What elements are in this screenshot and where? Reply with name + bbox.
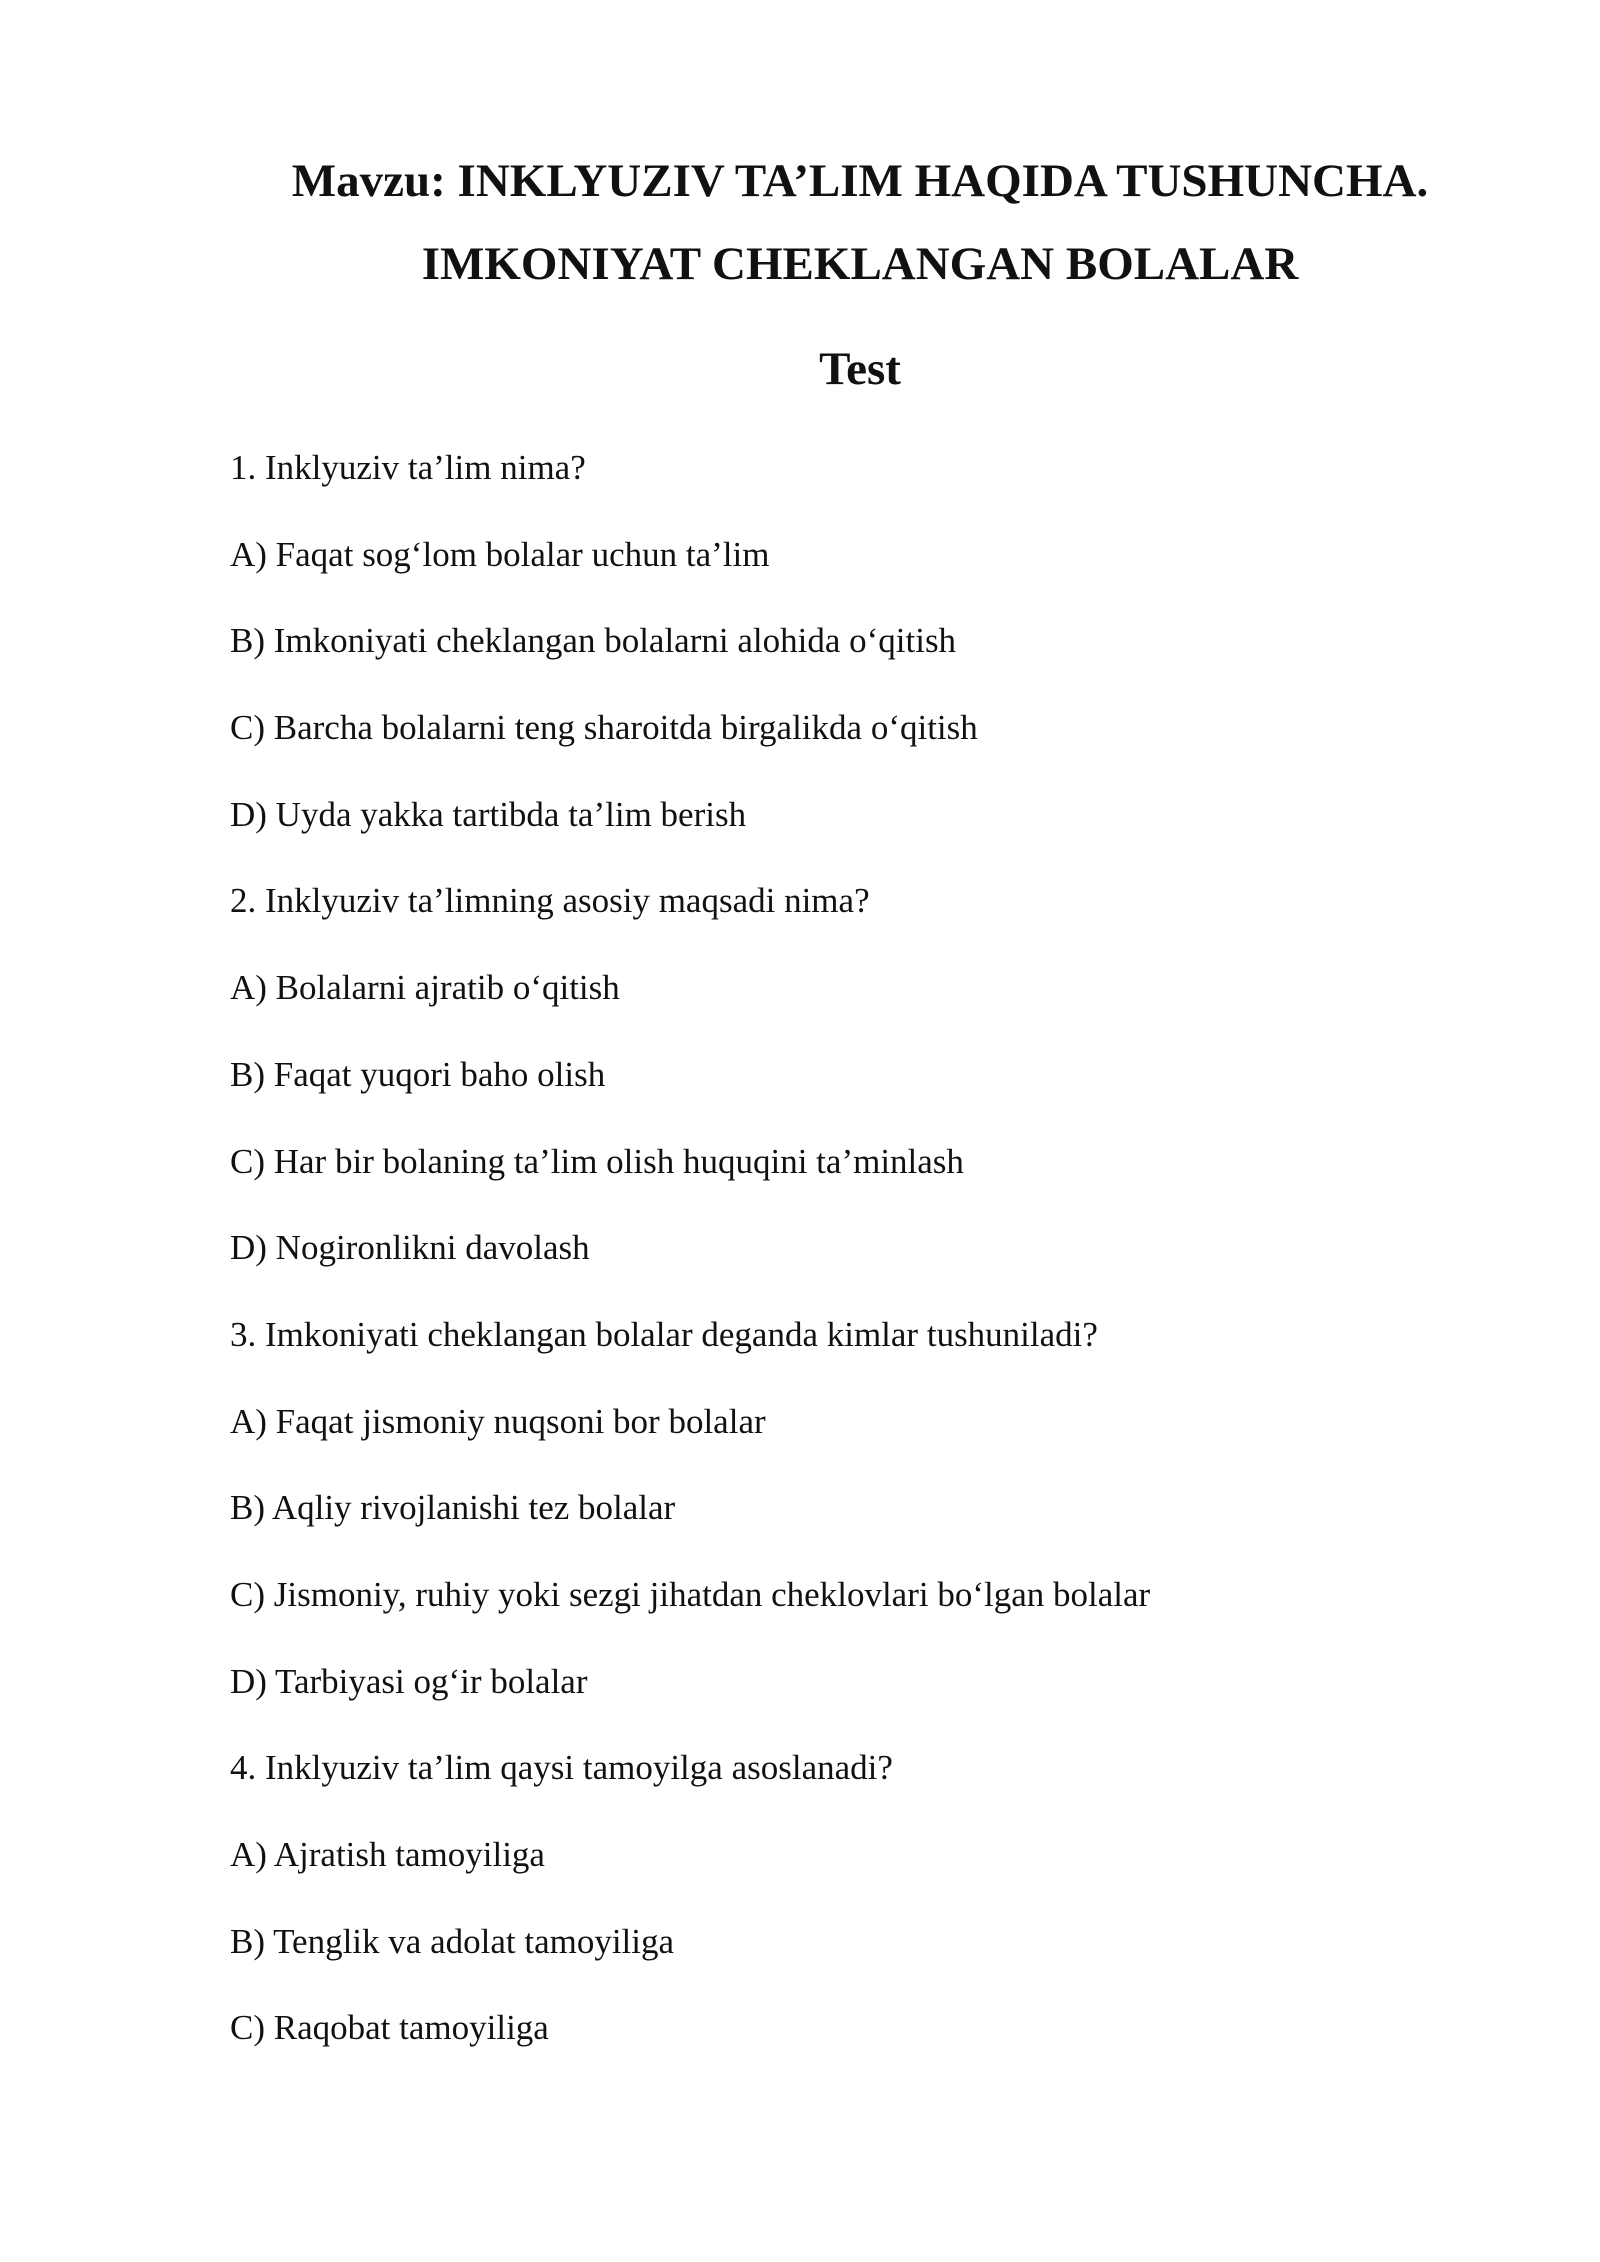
question-2-option-b: B) Faqat yuqori baho olish (230, 1054, 606, 1094)
question-1-option-a: A) Faqat sog‘lom bolalar uchun ta’lim (230, 534, 770, 574)
test-heading: Test (819, 343, 901, 395)
question-3-option-d: D) Tarbiyasi og‘ir bolalar (230, 1661, 588, 1701)
question-3: 3. Imkoniyati cheklangan bolalar deganda kimlar tushuniladi? (230, 1314, 1098, 1354)
question-2: 2. Inklyuziv ta’limning asosiy maqsadi nima? (230, 881, 870, 921)
question-3-option-a: A) Faqat jismoniy nuqsoni bor bolalar (230, 1401, 766, 1441)
question-1: 1. Inklyuziv ta’lim nima? (230, 448, 586, 487)
question-4-option-b: B) Tenglik va adolat tamoyiliga (230, 1921, 675, 1961)
question-1-option-b: B) Imkoniyati cheklangan bolalarni alohida o‘qitish (230, 621, 957, 661)
question-4: 4. Inklyuziv ta’lim qaysi tamoyilga asoslanadi? (230, 1748, 893, 1788)
document-title-line-1: Mavzu: INKLYUZIV TA’LIM HAQIDA TUSHUNCHA. (291, 155, 1429, 207)
question-4-option-a: A) Ajratish tamoyiliga (230, 1835, 545, 1874)
question-4-option-c: C) Raqobat tamoyiliga (230, 2008, 549, 2048)
question-2-option-a: A) Bolalarni ajratib o‘qitish (230, 968, 620, 1008)
question-3-option-b: B) Aqliy rivojlanishi tez bolalar (230, 1488, 676, 1528)
question-2-option-d: D) Nogironlikni davolash (230, 1228, 590, 1268)
question-1-option-d: D) Uyda yakka tartibda ta’lim berish (230, 794, 747, 834)
test-content (230, 448, 1480, 2095)
question-3-option-c: C) Jismoniy, ruhiy yoki sezgi jihatdan cheklovlari bo‘lgan bolalar (230, 1574, 1151, 1614)
question-1-option-c: C) Barcha bolalarni teng sharoitda birgalikda o‘qitish (230, 708, 978, 748)
question-2-option-c: C) Har bir bolaning ta’lim olish huquqini ta’minlash (230, 1141, 964, 1181)
document-title-line-2: IMKONIYAT CHEKLANGAN BOLALAR (421, 238, 1299, 290)
